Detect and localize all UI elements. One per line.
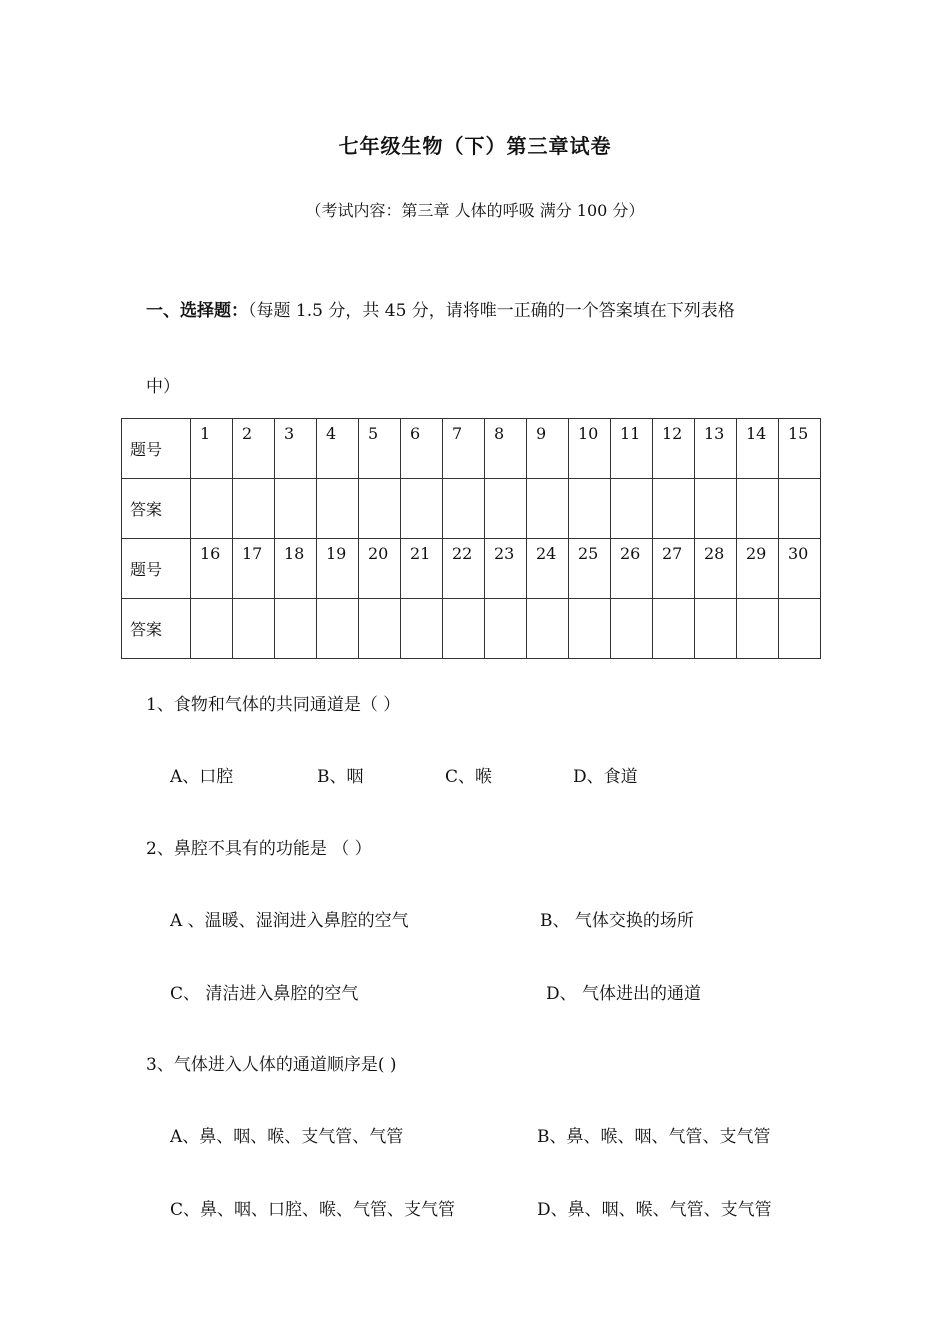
answer-table xyxy=(121,418,821,659)
row-label-answer: 答案 xyxy=(122,479,191,539)
answer-cell[interactable] xyxy=(611,479,653,539)
question-number-cell: 28 xyxy=(695,539,737,599)
answer-cell[interactable] xyxy=(653,479,695,539)
answer-cell[interactable] xyxy=(527,599,569,659)
question-number-cell: 8 xyxy=(485,419,527,479)
section-heading xyxy=(146,296,735,321)
question-number-cell: 26 xyxy=(611,539,653,599)
question-number-cell: 9 xyxy=(527,419,569,479)
question-number-cell: 19 xyxy=(317,539,359,599)
answer-cell[interactable] xyxy=(737,599,779,659)
question-number-cell: 10 xyxy=(569,419,611,479)
answer-cell[interactable] xyxy=(275,599,317,659)
table-row-answers-1 xyxy=(122,479,821,539)
question-number-cell: 18 xyxy=(275,539,317,599)
page-title: 七年级生物（下）第三章试卷 xyxy=(338,134,612,158)
question-stem-3: 3、气体进入人体的通道顺序是( ) xyxy=(146,1055,397,1075)
question-number-cell: 2 xyxy=(233,419,275,479)
option-2d[interactable]: D、 气体进出的通道 xyxy=(546,984,702,1004)
question-number-cell: 23 xyxy=(485,539,527,599)
answer-cell[interactable] xyxy=(191,479,233,539)
option-3c[interactable]: C、鼻、咽、口腔、喉、气管、支气管 xyxy=(170,1200,456,1220)
answer-cell[interactable] xyxy=(359,599,401,659)
table-row-answers-2 xyxy=(122,599,821,659)
option-2b[interactable]: B、 气体交换的场所 xyxy=(540,911,694,931)
question-number-cell: 13 xyxy=(695,419,737,479)
option-3b[interactable]: B、鼻、喉、咽、气管、支气管 xyxy=(537,1127,771,1147)
answer-cell[interactable] xyxy=(569,479,611,539)
question-number-cell: 24 xyxy=(527,539,569,599)
answer-cell[interactable] xyxy=(569,599,611,659)
section-instruction-cont: 中） xyxy=(146,377,180,397)
answer-cell[interactable] xyxy=(527,479,569,539)
answer-cell[interactable] xyxy=(401,599,443,659)
answer-cell[interactable] xyxy=(779,599,821,659)
question-number-cell: 17 xyxy=(233,539,275,599)
row-label-answer: 答案 xyxy=(122,599,191,659)
answer-cell[interactable] xyxy=(401,479,443,539)
question-number-cell: 25 xyxy=(569,539,611,599)
answer-cell[interactable] xyxy=(233,479,275,539)
row-label-number: 题号 xyxy=(122,539,191,599)
option-1a[interactable]: A、口腔 xyxy=(170,767,234,787)
answer-cell[interactable] xyxy=(317,599,359,659)
answer-cell[interactable] xyxy=(191,599,233,659)
answer-cell[interactable] xyxy=(317,479,359,539)
option-1d[interactable]: D、食道 xyxy=(573,767,638,787)
question-number-cell: 1 xyxy=(191,419,233,479)
question-number-cell: 22 xyxy=(443,539,485,599)
answer-cell[interactable] xyxy=(779,479,821,539)
option-1b[interactable]: B、咽 xyxy=(317,767,364,787)
question-number-cell: 29 xyxy=(737,539,779,599)
question-number-cell: 11 xyxy=(611,419,653,479)
question-number-cell: 21 xyxy=(401,539,443,599)
exam-subtitle: （考试内容：第三章 人体的呼吸 满分 100 分） xyxy=(305,201,645,220)
answer-cell[interactable] xyxy=(485,599,527,659)
question-number-cell: 30 xyxy=(779,539,821,599)
question-number-cell: 3 xyxy=(275,419,317,479)
table-row-numbers-1 xyxy=(122,419,821,479)
question-number-cell: 6 xyxy=(401,419,443,479)
section-title: 一、选择题： xyxy=(146,301,248,321)
question-number-cell: 12 xyxy=(653,419,695,479)
answer-cell[interactable] xyxy=(737,479,779,539)
answer-cell[interactable] xyxy=(359,479,401,539)
option-3a[interactable]: A、鼻、咽、喉、支气管、气管 xyxy=(170,1127,404,1147)
answer-cell[interactable] xyxy=(485,479,527,539)
answer-cell[interactable] xyxy=(653,599,695,659)
table-row-numbers-2 xyxy=(122,539,821,599)
question-number-cell: 14 xyxy=(737,419,779,479)
question-number-cell: 27 xyxy=(653,539,695,599)
answer-cell[interactable] xyxy=(443,599,485,659)
answer-cell[interactable] xyxy=(275,479,317,539)
question-number-cell: 15 xyxy=(779,419,821,479)
question-number-cell: 7 xyxy=(443,419,485,479)
question-number-cell: 5 xyxy=(359,419,401,479)
answer-cell[interactable] xyxy=(233,599,275,659)
option-2c[interactable]: C、 清洁进入鼻腔的空气 xyxy=(170,984,359,1004)
option-1c[interactable]: C、喉 xyxy=(445,767,493,787)
option-2a[interactable]: A 、温暖、湿润进入鼻腔的空气 xyxy=(170,911,409,931)
question-number-cell: 16 xyxy=(191,539,233,599)
answer-cell[interactable] xyxy=(695,599,737,659)
row-label-number: 题号 xyxy=(122,419,191,479)
answer-cell[interactable] xyxy=(695,479,737,539)
section-instruction: （每题 1.5 分，共 45 分，请将唯一正确的一个答案填在下列表格 xyxy=(248,301,735,321)
question-number-cell: 4 xyxy=(317,419,359,479)
answer-cell[interactable] xyxy=(443,479,485,539)
question-number-cell: 20 xyxy=(359,539,401,599)
answer-cell[interactable] xyxy=(611,599,653,659)
question-stem-1: 1、食物和气体的共同通道是（ ） xyxy=(146,695,401,715)
option-3d[interactable]: D、鼻、咽、喉、气管、支气管 xyxy=(537,1200,772,1220)
question-stem-2: 2、鼻腔不具有的功能是 （ ） xyxy=(146,839,372,859)
